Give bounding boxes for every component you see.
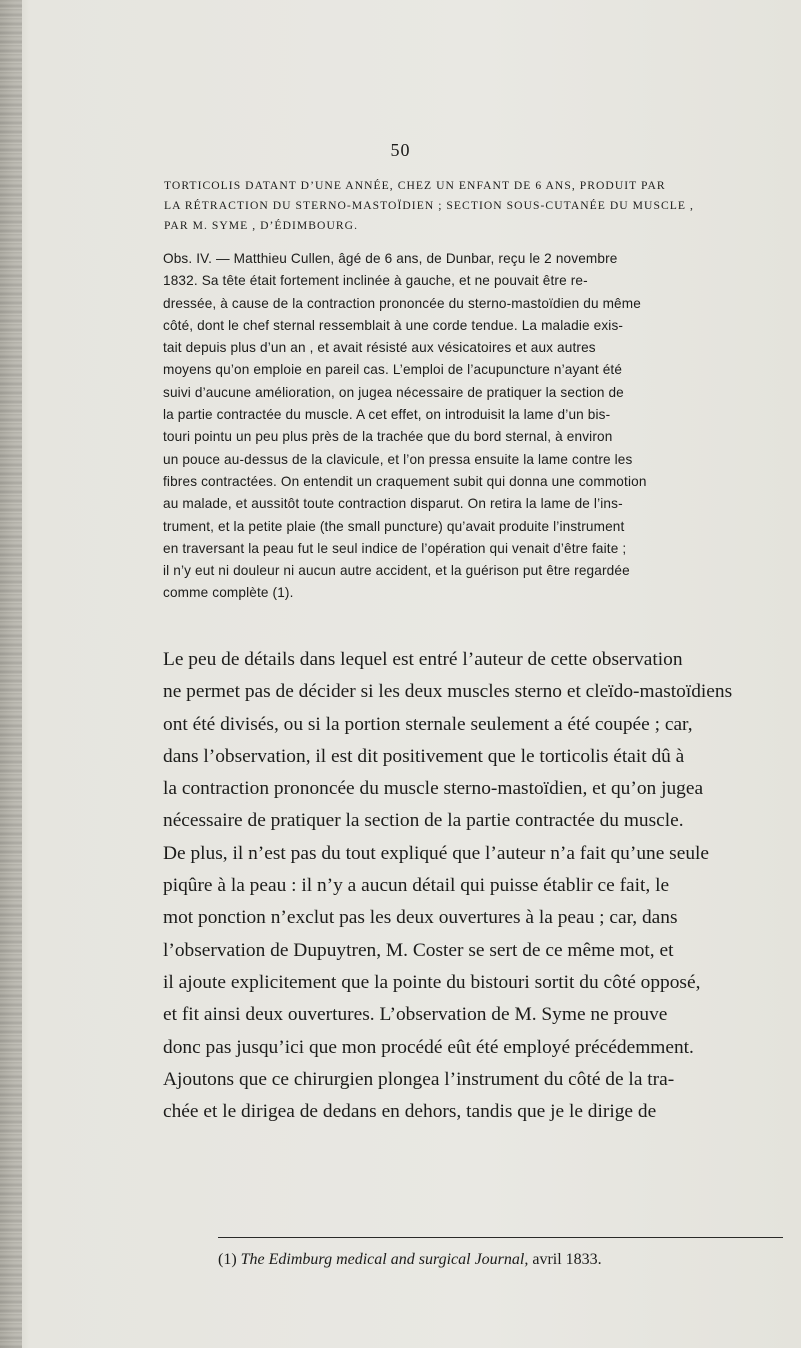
observation-line: fibres contractées. On entendit un craquement subit qui donna une commotion bbox=[163, 473, 647, 489]
page-number: 50 bbox=[390, 140, 411, 160]
commentary-line: ne permet pas de décider si les deux muscles sterno et cleïdo-mastoïdiens bbox=[163, 681, 733, 703]
heading-line: PAR M. SYME , D’ÉDIMBOURG. bbox=[164, 219, 359, 232]
observation-heading bbox=[164, 176, 801, 236]
observation-line: tait depuis plus d’un an , et avait résisté aux vésicatoires et aux autres bbox=[163, 340, 596, 356]
observation-line: en traversant la peau fut le seul indice de l’opération qui venait d’être faite ; bbox=[163, 540, 627, 556]
footnote bbox=[218, 1251, 798, 1269]
commentary-line: piqûre à la peau : il n’y a aucun détail qui puisse établir ce fait, le bbox=[163, 875, 670, 897]
heading-line: LA RÉTRACTION DU STERNO-MASTOÏDIEN ; SECTION SOUS-CUTANÉE DU MUSCLE , bbox=[164, 199, 694, 212]
footnote-date: avril 1833. bbox=[532, 1251, 602, 1268]
commentary-line: nécessaire de pratiquer la section de la partie contractée du muscle. bbox=[163, 810, 684, 832]
commentary-line: dans l’observation, il est dit positivement que le torticolis était dû à bbox=[163, 745, 685, 767]
observation-line: la partie contractée du muscle. A cet effet, on introduisit la lame d’un bis- bbox=[163, 407, 611, 423]
footnote-journal-title: The Edimburg medical and surgical Journal, bbox=[240, 1251, 529, 1268]
observation-line: trument, et la petite plaie (the small puncture) qu’avait produite l’instrument bbox=[163, 518, 625, 534]
observation-line: au malade, et aussitôt toute contraction disparut. On retira la lame de l’ins- bbox=[163, 496, 623, 512]
commentary-paragraph bbox=[163, 644, 799, 1128]
commentary-line: et fit ainsi deux ouvertures. L’observation de M. Syme ne prouve bbox=[163, 1004, 668, 1026]
commentary-line: mot ponction n’exclut pas les deux ouvertures à la peau ; car, dans bbox=[163, 907, 678, 929]
commentary-line: la contraction prononcée du muscle sterno-mastoïdien, et qu’on jugea bbox=[163, 778, 704, 800]
commentary-line: il ajoute explicitement que la pointe du bistouri sortit du côté opposé, bbox=[163, 971, 701, 993]
observation-line: il n’y eut ni douleur ni aucun autre accident, et la guérison put être regardée bbox=[163, 563, 630, 579]
observation-line: touri pointu un peu plus près de la trachée que du bord sternal, à environ bbox=[163, 429, 613, 445]
observation-line: moyens qu’on emploie en pareil cas. L’emploi de l’acupuncture n’ayant été bbox=[163, 362, 623, 378]
observation-line: dressée, à cause de la contraction prononcée du sterno-mastoïdien du même bbox=[163, 295, 641, 311]
commentary-line: chée et le dirigea de dedans en dehors, tandis que je le dirige de bbox=[163, 1101, 657, 1123]
commentary-line: ont été divisés, ou si la portion sternale seulement a été coupée ; car, bbox=[163, 713, 693, 735]
book-binding-edge bbox=[0, 0, 22, 1348]
heading-line: TORTICOLIS DATANT D’UNE ANNÉE, CHEZ UN ENFANT DE 6 ANS, PRODUIT PAR bbox=[164, 179, 666, 192]
commentary-line: De plus, il n’est pas du tout expliqué que l’auteur n’a fait qu’une seule bbox=[163, 842, 710, 864]
footnote-marker: (1) bbox=[218, 1251, 237, 1268]
footnote-divider bbox=[218, 1237, 783, 1238]
observation-line: suivi d’aucune amélioration, on jugea nécessaire de pratiquer la section de bbox=[163, 384, 624, 400]
observation-line: comme complète (1). bbox=[163, 585, 294, 601]
commentary-line: Le peu de détails dans lequel est entré l’auteur de cette observation bbox=[163, 649, 683, 670]
observation-line: Obs. IV. — Matthieu Cullen, âgé de 6 ans, de Dunbar, reçu le 2 novembre bbox=[163, 251, 618, 266]
commentary-line: l’observation de Dupuytren, M. Coster se sert de ce même mot, et bbox=[163, 939, 674, 961]
commentary-line: Ajoutons que ce chirurgien plongea l’instrument du côté de la tra- bbox=[163, 1068, 675, 1090]
commentary-line: donc pas jusqu’ici que mon procédé eût été employé précédemment. bbox=[163, 1036, 694, 1058]
observation-paragraph bbox=[163, 248, 799, 605]
observation-line: 1832. Sa tête était fortement inclinée à gauche, et ne pouvait être re- bbox=[163, 273, 588, 289]
observation-line: un pouce au-dessus de la clavicule, et l’on pressa ensuite la lame contre les bbox=[163, 451, 633, 467]
observation-line: côté, dont le chef sternal ressemblait à une corde tendue. La maladie exis- bbox=[163, 317, 624, 333]
